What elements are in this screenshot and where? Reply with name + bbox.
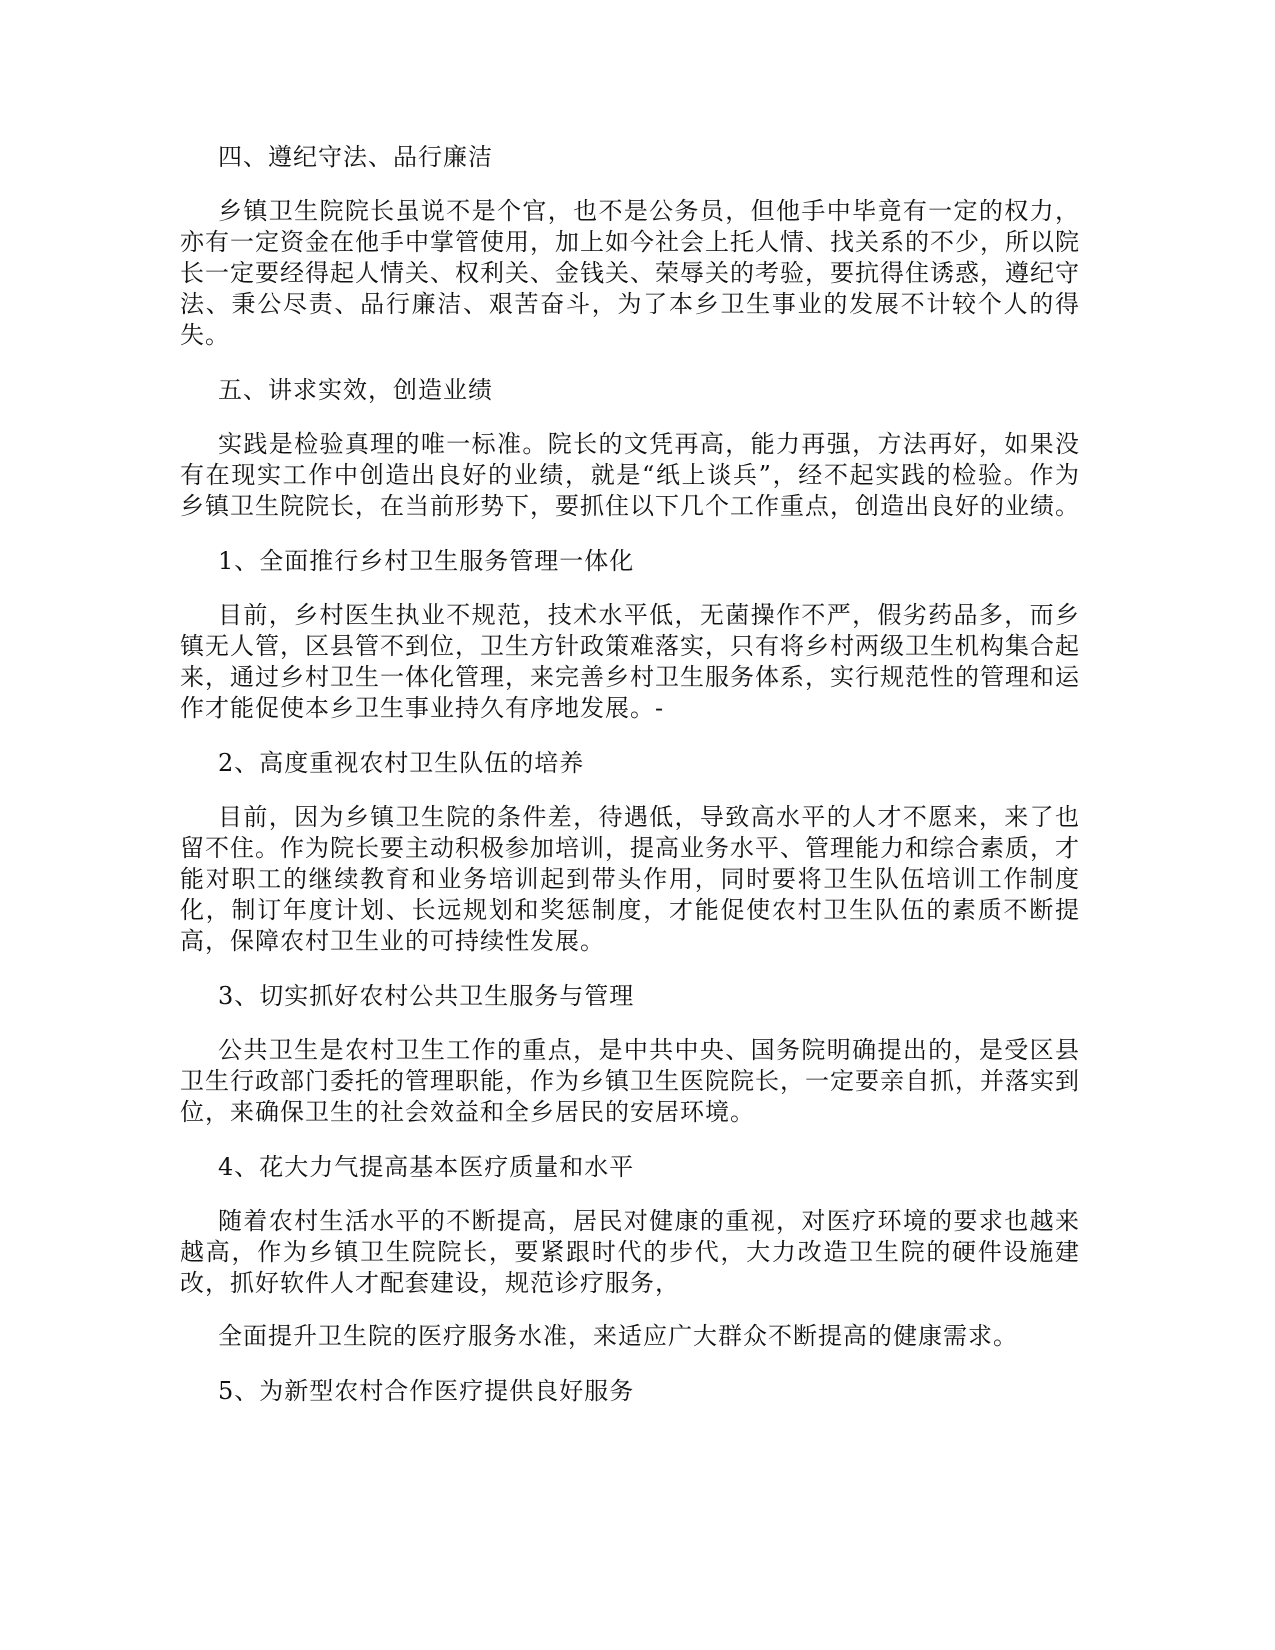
paragraph-results: 实践是检验真理的唯一标准。院长的文凭再高，能力再强，方法再好，如果没有在现实工作中创造出良好的业绩，就是“纸上谈兵”，经不起实践的检验。作为乡镇卫生院院长，在当前形势下，要抓住以下几个工作重点，创造出良好的业绩。 — [180, 430, 1080, 520]
paragraph-medical-quality-continued: 全面提升卫生院的医疗服务水准，来适应广大群众不断提高的健康需求。 — [218, 1322, 1018, 1350]
paragraph-integration: 目前，乡村医生执业不规范，技术水平低，无菌操作不严，假劣药品多，而乡镇无人管，区县管不到位，卫生方针政策难落实，只有将乡村两级卫生机构集合起来，通过乡村卫生一体化管理，来完善乡村卫生服务体系，实行规范性的管理和运作才能促使本乡卫生事业持久有序地发展。- — [180, 601, 1080, 722]
paragraph-discipline: 乡镇卫生院院长虽说不是个官，也不是公务员，但他手中毕竟有一定的权力，亦有一定资金在他手中掌管使用，加上如今社会上托人情、找关系的不少，所以院长一定要经得起人情关、权利关、金钱关、荣辱关的考验，要抗得住诱惑，遵纪守法、秉公尽责、品行廉洁、艰苦奋斗，为了本乡卫生事业的发展不计较个人的得失。 — [180, 197, 1080, 349]
section-heading-results: 五、讲求实效，创造业绩 — [218, 376, 493, 404]
subheading-public-health: 3、切实抓好农村公共卫生服务与管理 — [218, 982, 635, 1010]
subheading-medical-quality: 4、花大力气提高基本医疗质量和水平 — [218, 1153, 635, 1181]
document-page — [180, 140, 1080, 1430]
subheading-integration: 1、全面推行乡村卫生服务管理一体化 — [218, 547, 635, 575]
paragraph-training: 目前，因为乡镇卫生院的条件差，待遇低，导致高水平的人才不愿来，来了也留不住。作为院长要主动积极参加培训，提高业务水平、管理能力和综合素质，才能对职工的继续教育和业务培训起到带头作用，同时要将卫生队伍培训工作制度化，制订年度计划、长远规划和奖惩制度，才能促使农村卫生队伍的素质不断提高，保障农村卫生业的可持续性发展。 — [180, 803, 1080, 955]
subheading-training: 2、高度重视农村卫生队伍的培养 — [218, 749, 585, 777]
subheading-cooperative-medical: 5、为新型农村合作医疗提供良好服务 — [218, 1377, 635, 1405]
paragraph-public-health: 公共卫生是农村卫生工作的重点，是中共中央、国务院明确提出的，是受区县卫生行政部门委托的管理职能，作为乡镇卫生医院院长，一定要亲自抓，并落实到位，来确保卫生的社会效益和全乡居民的安居环境。 — [180, 1036, 1080, 1126]
paragraph-medical-quality: 随着农村生活水平的不断提高，居民对健康的重视，对医疗环境的要求也越来越高，作为乡镇卫生院院长，要紧跟时代的步代，大力改造卫生院的硬件设施建改，抓好软件人才配套建设，规范诊疗服务， — [180, 1207, 1080, 1297]
section-heading-discipline: 四、遵纪守法、品行廉洁 — [218, 143, 493, 171]
